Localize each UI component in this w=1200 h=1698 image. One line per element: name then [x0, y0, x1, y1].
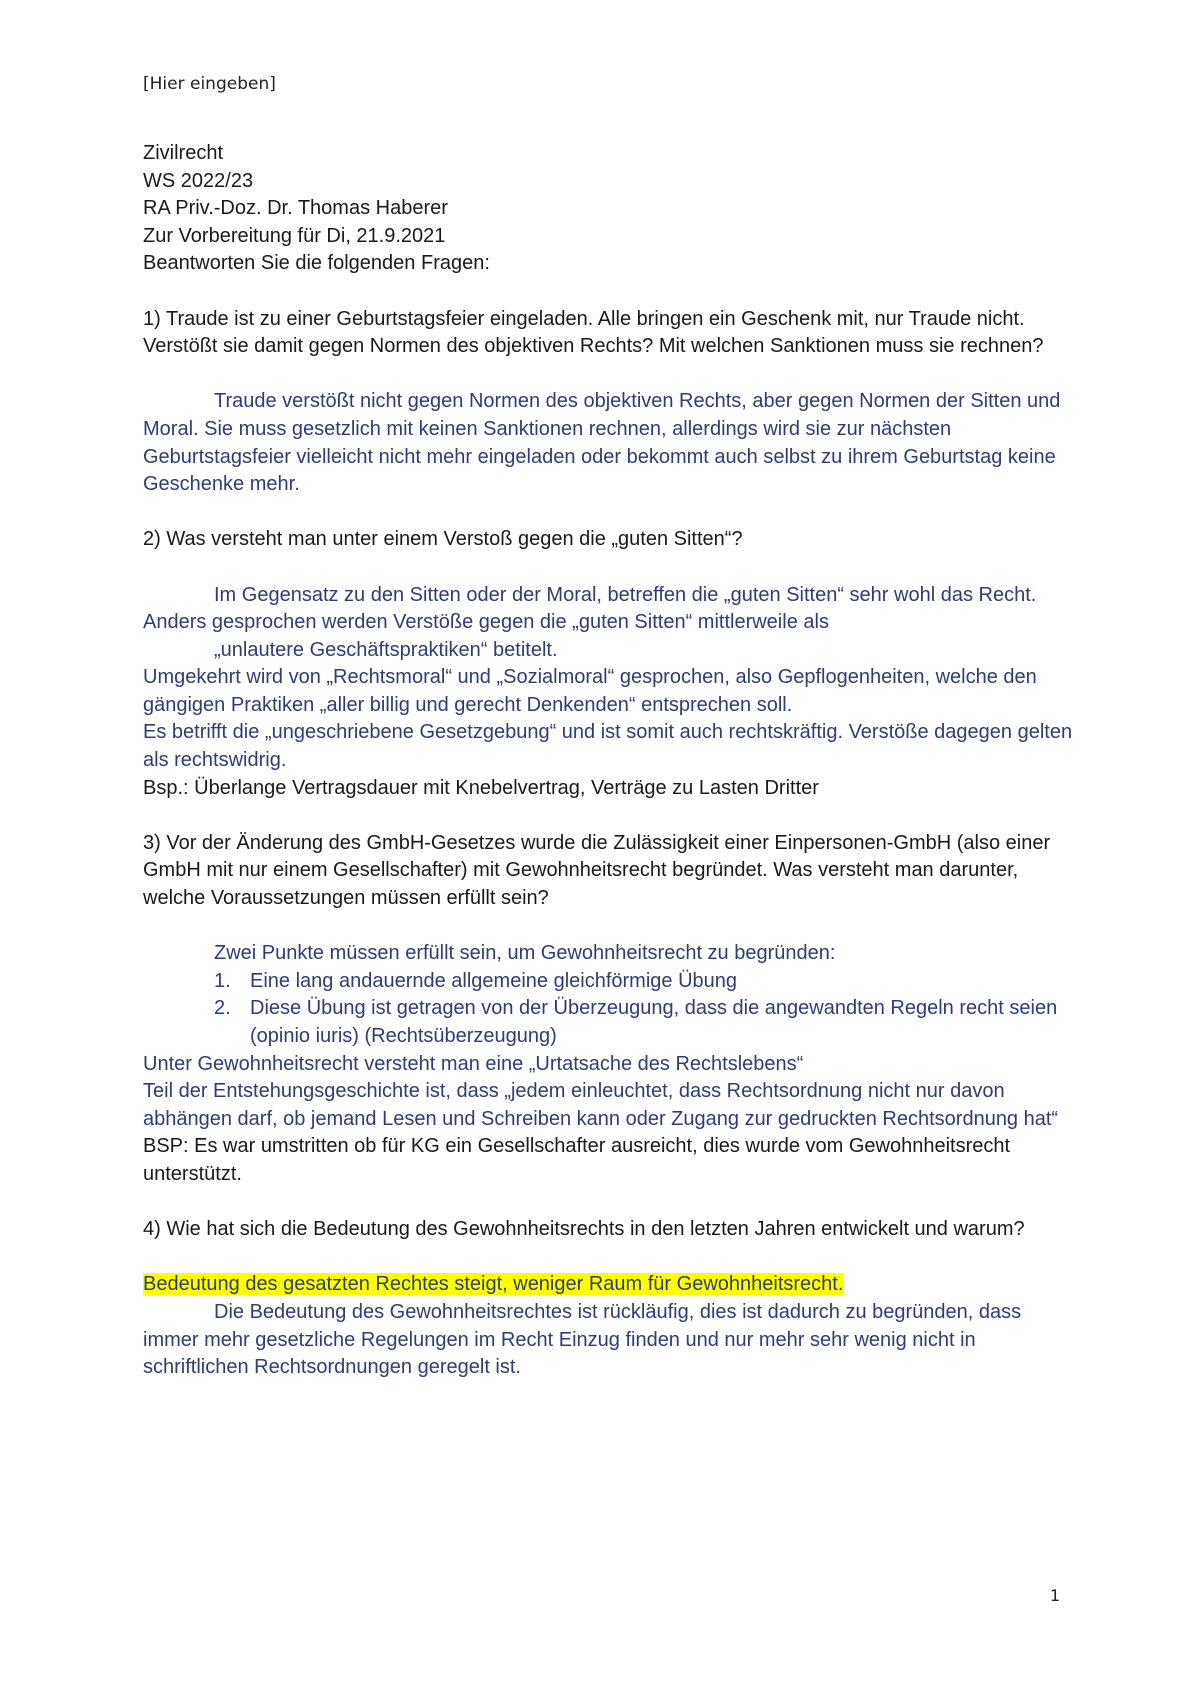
answer-4-highlight: Bedeutung des gesatzten Rechtes steigt, weniger Raum für Gewohnheitsrecht. — [143, 1273, 844, 1296]
answer-2-part-a-continued: „unlautere Geschäftspraktiken“ betitelt. — [214, 638, 558, 661]
question-1-subquestion: Verstößt sie damit gegen Normen des objektiven Rechts? Mit welchen Sanktionen muss sie rechnen? — [143, 335, 1044, 358]
list-item-number: 2. — [214, 997, 231, 1020]
list-item-text: Eine lang andauernde allgemeine gleichförmige Übung — [250, 969, 738, 992]
answer-2-part-b: Umgekehrt wird von „Rechtsmoral“ und „Sozialmoral“ gesprochen, also Gepflogenheiten, welche den gängigen Praktiken „aller billig und gerecht Denkenden“ entsprechen soll. — [143, 666, 1037, 716]
answer-4: Die Bedeutung des Gewohnheitsrechtes ist rückläufig, dies ist dadurch zu begründen, dass immer mehr gesetzliche Regelungen im Recht Einzug finden und nur mehr sehr wenig nicht in schriftlichen Rechtsordnungen geregelt ist. — [143, 1300, 1022, 1379]
document-header: [Hier eingeben] — [143, 74, 276, 94]
answer-1: Traude verstößt nicht gegen Normen des objektiven Rechts, aber gegen Normen der Sitten und Moral. Sie muss gesetzlich mit keinen Sanktionen rechnen, allerdings wird sie zur nächsten Geburtstagsfeier vielleicht nicht mehr eingeladen oder bekommt auch selbst zu ihrem Geburtstag keine Geschenke mehr. — [143, 390, 1061, 496]
answer-3-intro: Zwei Punkte müssen erfüllt sein, um Gewohnheitsrecht zu begründen: — [214, 942, 836, 965]
question-3: 3) Vor der Änderung des GmbH-Gesetzes wurde die Zulässigkeit einer Einpersonen-GmbH (also einer GmbH mit nur einem Gesellschafter) mit Gewohnheitsrecht begründet. Was versteht man darunter, welche Voraussetzungen müssen erfüllt sein? — [143, 831, 1051, 910]
question-1-text: 1) Traude ist zu einer Geburtstagsfeier eingeladen. Alle bringen ein Geschenk mit, nur Traude nicht. — [143, 307, 1025, 330]
semester: WS 2022/23 — [143, 169, 254, 192]
answer-2-example: Bsp.: Überlange Vertragsdauer mit Knebelvertrag, Verträge zu Lasten Dritter — [143, 776, 819, 799]
question-2: 2) Was versteht man unter einem Verstoß gegen die „guten Sitten“? — [143, 528, 743, 551]
list-item-text: Diese Übung ist getragen von der Überzeugung, dass die angewandten Regeln recht seien (opinio iuris) (Rechtsüberzeugung) — [250, 997, 1058, 1047]
document-body — [143, 140, 1073, 1382]
answer-3-part-b: Teil der Entstehungsgeschichte ist, dass „jedem einleuchtet, dass Rechtsordnung nicht nur davon abhängen darf, ob jemand Lesen und Schreiben kann oder Zugang zur gedruckten Rechtsordnung hat“ — [143, 1080, 1059, 1130]
answer-3-example: BSP: Es war umstritten ob für KG ein Gesellschafter ausreicht, dies wurde vom Gewohnheitsrecht unterstützt. — [143, 1135, 1011, 1185]
instruction: Beantworten Sie die folgenden Fragen: — [143, 252, 490, 275]
answer-2-part-a: Im Gegensatz zu den Sitten oder der Moral, betreffen die „guten Sitten“ sehr wohl das Recht. Anders gesprochen werden Verstöße gegen die „guten Sitten“ mittlerweile als — [143, 583, 1037, 634]
lecturer: RA Priv.-Doz. Dr. Thomas Haberer — [143, 197, 448, 220]
answer-2-part-c: Es betrifft die „ungeschriebene Gesetzgebung“ und ist somit auch rechtskräftig. Verstöße dagegen gelten als rechtswidrig. — [143, 721, 1073, 772]
prep-date: Zur Vorbereitung für Di, 21.9.2021 — [143, 224, 446, 247]
list-item-number: 1. — [214, 969, 231, 992]
answer-3-list — [143, 968, 1073, 1051]
subject: Zivilrecht — [143, 142, 224, 164]
question-4: 4) Wie hat sich die Bedeutung des Gewohnheitsrechts in den letzten Jahren entwickelt und warum? — [143, 1218, 1025, 1241]
answer-3-part-a: Unter Gewohnheitsrecht versteht man eine „Urtatsache des Rechtslebens“ — [143, 1052, 804, 1075]
list-item — [143, 995, 1073, 1050]
page-number: 1 — [1049, 1586, 1060, 1605]
list-item — [143, 968, 1073, 996]
